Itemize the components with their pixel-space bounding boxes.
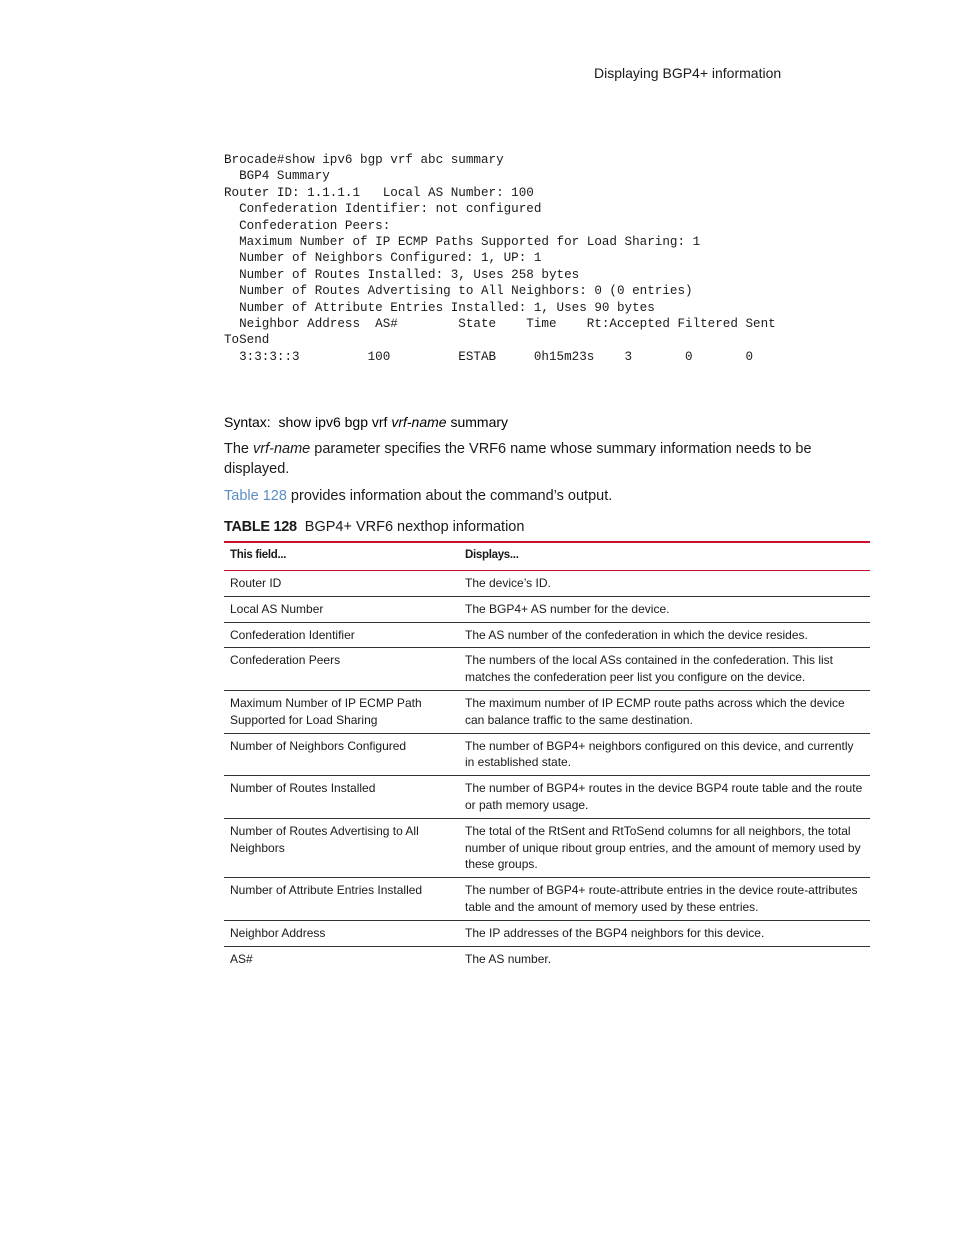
cli-line: Maximum Number of IP ECMP Paths Supported for Load Sharing: 1: [224, 235, 701, 250]
table-reference-text: provides information about the command’s output.: [290, 488, 613, 504]
table-row: [224, 776, 870, 819]
field-cell: Number of Routes Installed: [224, 776, 459, 819]
cli-line: Number of Routes Installed: 3, Uses 258 bytes: [224, 267, 580, 282]
table-row: [224, 946, 870, 971]
field-cell: AS#: [230, 951, 253, 966]
table-row: [224, 622, 870, 648]
table-row: [224, 920, 870, 946]
cli-line: Number of Attribute Entries Installed: 1, Uses 90 bytes: [224, 300, 655, 315]
table-caption: [224, 519, 524, 535]
display-cell: The AS number.: [465, 951, 552, 966]
table-row: [224, 878, 870, 921]
cli-line: Confederation Peers:: [224, 218, 391, 233]
table-cross-reference-link[interactable]: Table 128: [224, 488, 287, 504]
table-header-row: [224, 542, 870, 571]
table-number: TABLE 128: [224, 519, 297, 535]
display-cell: The numbers of the local ASs contained in the confederation. This list matches the confederation peer list you configure on the device.: [459, 648, 870, 691]
column-header-displays: Displays...: [459, 542, 870, 571]
table-row: [224, 733, 870, 776]
table-row: [224, 571, 870, 597]
description-param: vrf-name: [253, 441, 311, 457]
cli-line: Confederation Identifier: not configured: [224, 202, 542, 217]
table-row: [224, 648, 870, 691]
description-prefix: The: [224, 441, 249, 457]
cli-output-block: [224, 152, 776, 365]
table-row: [224, 818, 870, 877]
field-cell: Confederation Identifier: [224, 622, 459, 648]
display-cell: The number of BGP4+ neighbors configured on this device, and currently in established state.: [459, 733, 870, 776]
field-cell: Number of Routes Advertising to All Neighbors: [224, 818, 459, 877]
syntax-keyword: summary: [450, 414, 509, 430]
cli-line: 3:3:3::3 100 ESTAB 0h15m23s 3 0 0: [224, 349, 754, 364]
display-cell: The AS number of the confederation in which the device resides.: [459, 622, 870, 648]
field-cell: Neighbor Address: [224, 920, 459, 946]
syntax-label: Syntax:: [224, 414, 271, 430]
description-paragraph: [224, 440, 864, 479]
display-cell: The device’s ID.: [459, 571, 870, 597]
field-cell: Maximum Number of IP ECMP Path Supported for Load Sharing: [224, 690, 459, 733]
running-header: Displaying BGP4+ information: [594, 65, 782, 81]
display-cell: The maximum number of IP ECMP route paths across which the device can balance traffic to the same destination.: [459, 690, 870, 733]
display-cell: The number of BGP4+ routes in the device BGP4 route table and the route or path memory usage.: [459, 776, 870, 819]
cli-line: Number of Routes Advertising to All Neighbors: 0 (0 entries): [224, 284, 693, 299]
column-header-field: This field...: [224, 542, 459, 571]
field-cell: Local AS Number: [224, 596, 459, 622]
cli-line: Number of Neighbors Configured: 1, UP: 1: [224, 251, 542, 266]
table-reference-paragraph: [224, 488, 612, 504]
display-cell: The total of the RtSent and RtToSend columns for all neighbors, the total number of unique ribout group entries, and the amount of memory used by these groups.: [459, 818, 870, 877]
cli-line: Router ID: 1.1.1.1 Local AS Number: 100: [224, 185, 534, 200]
fields-table: [224, 541, 870, 971]
description-suffix: parameter specifies the VRF6 name whose summary information needs to be displayed.: [224, 441, 812, 477]
display-cell: The number of BGP4+ route-attribute entries in the device route-attributes table and the amount of memory used by these entries.: [459, 878, 870, 921]
syntax-line: [224, 414, 508, 430]
cli-line: Neighbor Address AS# State Time Rt:Accepted Filtered Sent: [224, 317, 776, 332]
table-row: [224, 596, 870, 622]
table-row: [224, 690, 870, 733]
syntax-command: show ipv6 bgp vrf: [278, 414, 388, 430]
cli-line: ToSend: [224, 333, 270, 348]
field-cell: Number of Attribute Entries Installed: [224, 878, 459, 921]
display-cell: The IP addresses of the BGP4 neighbors for this device.: [459, 920, 870, 946]
table-title: BGP4+ VRF6 nexthop information: [304, 519, 525, 535]
display-cell: The BGP4+ AS number for the device.: [459, 596, 870, 622]
cli-line: Brocade#show ipv6 bgp vrf abc summary: [224, 153, 504, 167]
field-cell: Number of Neighbors Configured: [224, 733, 459, 776]
syntax-param: vrf-name: [391, 414, 447, 430]
field-cell: Router ID: [224, 571, 459, 597]
cli-line: BGP4 Summary: [224, 169, 330, 184]
field-cell: Confederation Peers: [224, 648, 459, 691]
